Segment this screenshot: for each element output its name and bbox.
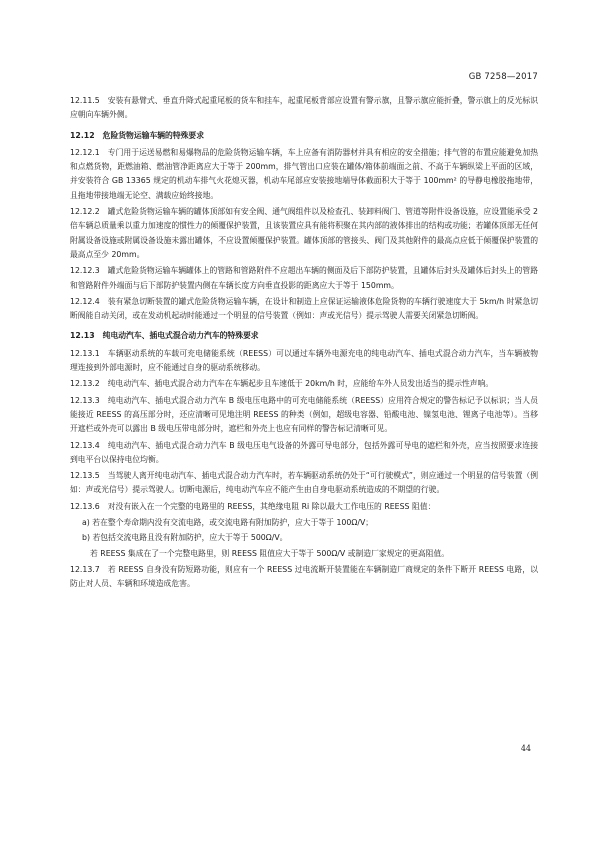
clause-12-13-7: [70, 563, 538, 592]
clause-text: 当驾驶人离开纯电动汽车、插电式混合动力汽车时，若车辆驱动系统仍处于“可行驶模式”，则应通过一个明显的信号装置（例如：声或光信号）提示驾驶人。切断电源后，纯电动汽车应不能产生由自身电驱动系统造成的不期望的行驶。: [70, 471, 538, 495]
clause-text: 装有紧急切断装置的罐式危险货物运输车辆，在设计和制造上应保证运输液体危险货物的车辆行驶速度大于 5km/h 时紧急切断阀能自动关闭，或在发动机起动时能通过一个明显的信号装置（例如：声或光信号）提示驾驶人需要关闭紧急切断阀。: [70, 296, 538, 321]
clause-12-13-4: [70, 439, 538, 468]
section-number: 12.12: [70, 130, 95, 140]
clause-text: 安装有悬臂式、垂直升降式起重尾板的货车和挂车，起重尾板背部应设置有警示旗，且警示旗应能折叠，警示旗上的反光标识应朝向车辆外侧。: [70, 96, 538, 120]
list-item-b: b) 若包括交流电路且没有附加防护，应大于等于 500Ω/V。: [82, 533, 288, 543]
clause-number: 12.12.3: [70, 266, 100, 276]
clause-text: 车辆驱动系统的车载可充电储能系统（REESS）可以通过车辆外电源充电的纯电动汽车、插电式混合动力汽车，当车辆被物理连接到外部电源时，应不能通过自身的驱动系统移动。: [70, 348, 538, 373]
clause-12-13-6-note: 若 REESS 集成在了一个完整电路里，则 REESS 阻值应大于等于 500Ω/V 或制造厂家规定的更高阻值。: [90, 548, 450, 558]
clause-number: 12.13.3: [70, 395, 100, 405]
clause-12-13-5: [70, 469, 538, 498]
clause-text: 若 REESS 自身没有防短路功能，则应有一个 REESS 过电流断开装置能在车辆制造厂商规定的条件下断开 REESS 电路，以防止对人员、车辆和环境造成危害。: [70, 564, 538, 589]
clause-text: 纯电动汽车、插电式混合动力汽车 B 级电压电路中的可充电储能系统（REESS）应用符合规定的警告标记予以标识；当人员能接近 REESS 的高压部分时，还应清晰可见地注明 REESS 的种类（例如，超级电容器、铅酸电池、镍氢电池、锂离子电池等）。当移开遮栏或外壳可以露出 B 级电压带电部分时，遮栏和外壳上也应有同样的警告标记清晰可见。: [70, 395, 538, 434]
clause-number: 12.13.1: [70, 348, 100, 358]
clause-12-13-6: [70, 500, 538, 514]
clause-12-12-4: [70, 295, 538, 324]
clause-number: 12.13.4: [70, 440, 100, 450]
clause-12-13-1: [70, 347, 538, 376]
clause-number: 12.11.5: [70, 96, 100, 105]
clause-12-12-1: [70, 146, 538, 203]
clause-number: 12.13.6: [70, 501, 100, 511]
clause-number: 12.12.1: [70, 147, 100, 157]
standard-number: GB 7258—2017: [468, 72, 538, 82]
section-12-12: [70, 129, 538, 143]
section-title: 纯电动汽车、插电式混合动力汽车的特殊要求: [102, 331, 259, 341]
clause-12-12-3: [70, 264, 538, 293]
section-title: 危险货物运输车辆的特殊要求: [102, 130, 205, 140]
clause-text: 纯电动汽车、插电式混合动力汽车 B 级电压电气设备的外露可导电部分，包括外露可导电的遮栏和外壳，应当按照要求连接到电平台以保持电位均衡。: [70, 440, 538, 464]
list-item-a: a) 若在整个寿命期内没有交流电路，或交流电路有附加防护，应大于等于 100Ω/V；: [82, 518, 374, 528]
clause-12-13-2: [70, 377, 538, 391]
clause-number: 12.13.5: [70, 471, 100, 481]
clause-text: 对没有嵌入在一个完整的电路里的 REESS，其绝缘电阻 Ri 除以最大工作电压的 REESS 阻值：: [107, 501, 436, 511]
section-12-13: [70, 329, 538, 343]
clause-text: 罐式危险货物运输车辆的罐体顶部如有安全阀、通气阀组件以及检查孔、装卸料阀门、管道等附件设备设施，应设置能承受 2 倍车辆总质量乘以重力加速度的惯性力的倾覆保护装置，且该装置应具有能将积聚在其内部的液体排出的结构或功能；若罐体顶部无任何附属设备设施或附属设备设施未露出罐体，不应设置倾覆保护装置。罐体顶部的管接头、阀门及其他附件的最高点应低于倾覆保护装置的最高点至少 20mm。: [70, 207, 538, 259]
clause-number: 12.13.2: [70, 379, 100, 389]
section-number: 12.13: [70, 331, 95, 341]
clause-text: 罐式危险货物运输车辆罐体上的管路和管路附件不应超出车辆的侧面及后下部防护装置，且罐体后封头及罐体后封头上的管路和管路附件外端面与后下部防护装置内侧在车辆长度方向垂直投影的距离应大于等于 150mm。: [70, 266, 538, 290]
clause-12-12-2: [70, 205, 538, 262]
document-body: [70, 94, 538, 594]
clause-12-11-5: [70, 94, 538, 123]
clause-12-13-3: [70, 394, 538, 437]
clause-number: 12.12.4: [70, 296, 100, 306]
clause-text: 专门用于运送易燃和易爆物品的危险货物运输车辆，车上应备有消防器材并具有相应的安全措施；排气管的布置应能避免加热和点燃货物，距燃油箱、燃油管净距离应大于等于 200mm，排气管出口应装在罐体/箱体前端面之前、不高于车辆纵梁上平面的区域，并安装符合 GB 13365 规定的机动车排气火花熄灭器，机动车尾部应安装接地端导体截面积大于等于 100mm² 的导静电橡胶拖地带，且拖地带接地端无论空、满载应始终接地。: [70, 147, 538, 200]
clause-number: 12.13.7: [70, 564, 100, 574]
clause-text: 纯电动汽车、插电式混合动力汽车在车辆起步且车速低于 20km/h 时，应能给车外人员发出适当的提示性声响。: [107, 379, 494, 389]
clause-number: 12.12.2: [70, 207, 100, 217]
page-number: 44: [520, 744, 531, 753]
